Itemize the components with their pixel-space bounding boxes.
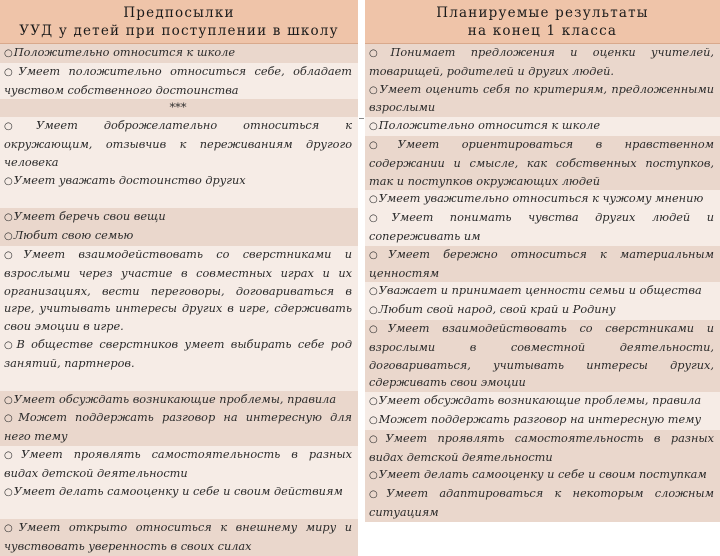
- bullet-icon: ○: [4, 175, 13, 187]
- bullet-icon: ○: [369, 213, 391, 225]
- list-item: ○Умеет ориентироваться в нравственном содержании и смысле, как собственных поступков, так и поступков окружающих людей: [365, 136, 720, 190]
- bullet-icon: ○: [369, 121, 378, 133]
- bullet-icon: ○: [369, 139, 397, 151]
- left-header: [0, 0, 358, 44]
- bullet-icon: ○: [369, 249, 388, 261]
- right-body: [365, 44, 720, 522]
- bullet-icon: ○: [369, 470, 378, 482]
- list-item: ○Умеет обсуждать возникающие проблемы, правила ○Может поддержать разговор на интересную для него тему: [0, 391, 358, 446]
- list-item: ○Умеет бережно относиться к материальным ценностям: [365, 246, 720, 283]
- bullet-icon: ○: [4, 394, 13, 406]
- list-item: ○Умеет проявлять самостоятельность в разных видах детской деятельности ○Умеет делать самооценку и себе и своим поступкам ○Умеет адаптироваться к некоторым сложным ситуациям: [365, 430, 720, 522]
- bullet-icon: ○: [4, 413, 18, 425]
- bullet-icon: ○: [369, 433, 385, 445]
- list-item: ○Положительно относится к школе: [0, 44, 358, 63]
- bullet-icon: ○: [4, 486, 13, 498]
- section-separator: ***: [0, 99, 358, 117]
- bullet-icon: ○: [4, 249, 23, 261]
- divider-dash: [359, 118, 364, 119]
- list-item: ○Умеет беречь свои вещи ○Любит свою семью: [0, 208, 358, 246]
- list-item: ○Умеет доброжелательно относиться к окружающим, отзывчив к переживаниям другого человека ○Умеет уважать достоинство других: [0, 117, 358, 190]
- bullet-icon: ○: [369, 489, 386, 501]
- bullet-icon: ○: [4, 523, 18, 535]
- list-item: ○Умеет открыто относиться к внешнему миру и чувствовать уверенность в своих силах: [0, 519, 358, 556]
- left-header-line1: Предпосылки: [123, 4, 235, 21]
- left-body: [0, 44, 358, 556]
- right-header-line2: на конец 1 класса: [467, 22, 618, 39]
- bullet-icon: ○: [4, 66, 18, 78]
- left-column: [0, 0, 358, 556]
- bullet-icon: ○: [4, 231, 13, 243]
- list-item: ○Умеет взаимодействовать со сверстниками и взрослыми в совместной деятельности, договариваться, учитывать интересы других, сдерживать свои эмоции: [365, 320, 720, 392]
- bullet-icon: ○: [369, 396, 378, 408]
- bullet-icon: ○: [4, 449, 21, 461]
- bullet-icon: ○: [4, 121, 36, 133]
- bullet-icon: ○: [369, 194, 378, 206]
- spacer: [0, 373, 358, 391]
- left-header-line2: УУД у детей при поступлении в школу: [19, 22, 339, 39]
- list-item: ○Уважает и принимает ценности семьи и общества ○Любит свой народ, свой край и Родину: [365, 282, 720, 320]
- bullet-icon: ○: [4, 212, 13, 224]
- bullet-icon: ○: [369, 305, 378, 317]
- bullet-icon: ○: [369, 323, 387, 335]
- spacer: [0, 190, 358, 208]
- list-item: ○Умеет обсуждать возникающие проблемы, правила ○Может поддержать разговор на интересную тему: [365, 392, 720, 430]
- bullet-icon: ○: [4, 48, 13, 59]
- list-item: ○Умеет проявлять самостоятельность в разных видах детской деятельности ○Умеет делать самооценку и себе и своим действиям: [0, 446, 358, 501]
- list-item: ○Положительно относится к школе: [365, 117, 720, 136]
- right-header: [365, 0, 720, 44]
- spacer: [0, 501, 358, 519]
- list-item: ○Умеет взаимодействовать со сверстниками и взрослыми через участие в совместных играх и их организациях, вести переговоры, договариваться в игре, учитывать интересы других в игре, сдерживать свои эмоции в игре. ○В обществе сверстников умеет выбирать себе род занятий, партнеров.: [0, 246, 358, 373]
- right-header-line1: Планируемые результаты: [436, 4, 649, 21]
- right-column: [365, 0, 720, 522]
- bullet-icon: ○: [4, 339, 16, 351]
- bullet-icon: ○: [369, 48, 390, 59]
- list-item: ○Умеет положительно относиться себе, обладает чувством собственного достоинства: [0, 63, 358, 100]
- bullet-icon: ○: [369, 286, 378, 298]
- bullet-icon: ○: [369, 414, 378, 426]
- bullet-icon: ○: [369, 84, 379, 96]
- list-item: ○Понимает предложения и оценки учителей, товарищей, родителей и других людей. ○Умеет оценить себя по критериям, предложенными взрослыми: [365, 44, 720, 117]
- list-item: ○Умеет уважительно относиться к чужому мнению ○Умеет понимать чувства других людей и сопереживать им: [365, 190, 720, 245]
